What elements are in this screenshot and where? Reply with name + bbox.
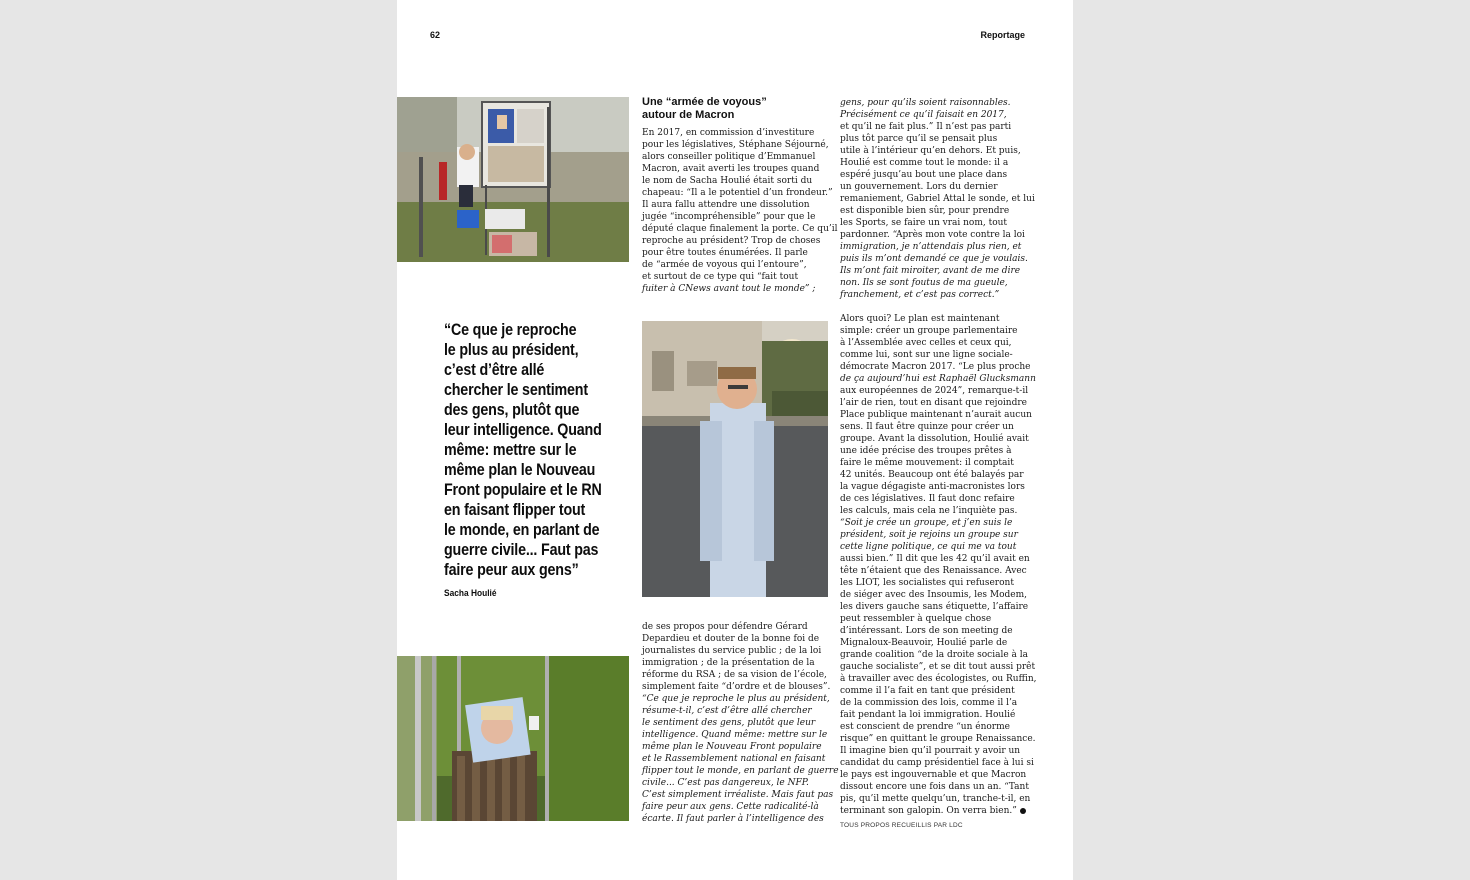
magazine-page <box>397 0 1073 880</box>
paragraph: gens, pour qu’ils soient raisonnables. Précisément ce qu’il faisait en 2017, et qu’il ne fait plus.” Il n’est pas parti plus tôt parce qu’il se pensait plus utile à l’intérieur qu’en dehors. Et puis, Houlié est comme tout le monde: il a espéré jusqu’au bout une place dans un gouvernement. Lors du dernier remaniement, Gabriel Attal le sonde, et lui est disponible bien sûr, pour prendre les Sports, se faire un vrai nom, tout pardonner. “Après mon vote contre la loi immigration, je n’attendais plus rien, et puis ils m’ont demandé ce que je voulais. Ils m’ont fait miroiter, avant de me dire non. Ils se sont foutus de ma gueule, franchement, et c’est pas correct.” <box>840 98 1035 300</box>
photo-bin-poster <box>397 656 629 821</box>
article-column-2 <box>840 97 1040 832</box>
paragraph: Alors quoi? Le plan est maintenant simple: créer un groupe parlementaire à l’Assemblée avec celles et ceux qui, comme lui, sont sur une ligne sociale- démocrate Macron 2017. “Le plus proche de ça aujourd’hui est Raphaël Glucksmann aux européennes de 2024”, remarque-t-il l’air de rien, tout en disant que rejoindre Place publique maintenant n’aurait aucun sens. Il faut être quinze pour créer un groupe. Avant la dissolution, Houlié avait une idée précise des troupes prêtes à faire le même mouvement: il comptait 42 unités. Beaucoup ont été balayés par la vague dégagiste anti-macronistes lors de ces législatives. Il faut donc refaire les calculs, mais cela ne l’inquiète pas. “Soit je crée un groupe, et j’en suis le président, soit je rejoins un groupe sur cette ligne politique, ce qui me va tout aussi bien.” Il dit que les 42 qu’il avait en tête n’étaient que des Renaissance. Avec les LIOT, les socialistes qui refuseront de siéger avec des Insoumis, les Modem, les divers gauche sans étiquette, l’affaire peut ressembler à quelque chose d’intéressant. Lors de son meeting de Mignaloux-Beauvoir, Houlié parle de grande coalition “de la droite sociale à la gauche socialiste”, et se dit tout aussi prêt à travailler avec des écologistes, ou Ruffin, comme il l’a fait en tant que président de la commission des lois, comme il l’a fait pendant la loi immigration. Houlié est conscient de prendre “un énorme risque” en quittant le groupe Renaissance. Il imagine bien qu’il pourrait y avoir un candidat du camp présidentiel face à lui si le pays est ingouvernable et que Macron dissout encore une fois dans un an. “Tant pis, qu’il mette quelqu’un, tranche-t-il, en terminant son galopin. On verra bien.” <box>840 313 1040 817</box>
page-number: 62 <box>430 30 441 40</box>
paragraph: En 2017, en commission d’investiture pour les législatives, Stéphane Séjourné, alors conseiller politique d’Emmanuel Macron, avait averti les troupes quand le nom de Sacha Houlié était sorti du chapeau: “Il a le potentiel d’un frondeur.” Il aura fallu attendre une dissolution jugée “incompréhensible” pour que le député claque finalement la porte. Ce qu’il reproche au président? Trop de choses pour être toutes énumérées. Il parle de “armée de voyous qui l’entoure”, et surtout de ce type qui “fait tout fuiter à CNews avant tout le monde” ; <box>642 128 838 294</box>
section-label: Reportage <box>980 30 1025 40</box>
pull-quote-attribution: Sacha Houlié <box>444 588 497 599</box>
article-subhead: Une “armée de voyous” autour de Macron <box>642 96 767 121</box>
article-column-1-top <box>642 96 838 295</box>
end-mark-icon <box>1020 808 1026 814</box>
photo-poster-wall <box>397 97 629 262</box>
pull-quote: “Ce que je reproche le plus au président, c’est d’être allé chercher le sentiment des gens, plutôt que leur intelligence. Quand même: mettre sur le même plan le Nouveau Front populaire et le RN en faisant flipper tout le monde, en parlant de guerre civile... Faut pas faire peur aux gens” <box>444 320 602 579</box>
article-column-1-bottom <box>642 621 839 825</box>
article-credit: TOUS PROPOS RECUEILLIS PAR LDC <box>840 822 963 829</box>
last-line: terminant son galopin. On verra bien.” <box>840 805 1040 817</box>
photo-portrait <box>642 321 828 597</box>
paragraph: de ses propos pour défendre Gérard Depardieu et douter de la bonne foi de journalistes du service public ; de la loi immigration ; de la présentation de la réforme du RSA ; de sa vision de l’école, simplement faite “d’ordre et de blouses”. “Ce que je reproche le plus au président, résume-t-il, c’est d’être allé chercher le sentiment des gens, plutôt que leur intelligence. Quand même: mettre sur le même plan le Nouveau Front populaire et le Rassemblement national en faisant flipper tout le monde, en parlant de guerre civile... C’est pas dangereux, le NFP. C’est simplement irréaliste. Mais faut pas faire peur aux gens. Cette radicalité-là écarte. Il faut parler à l’intelligence des <box>642 622 839 824</box>
